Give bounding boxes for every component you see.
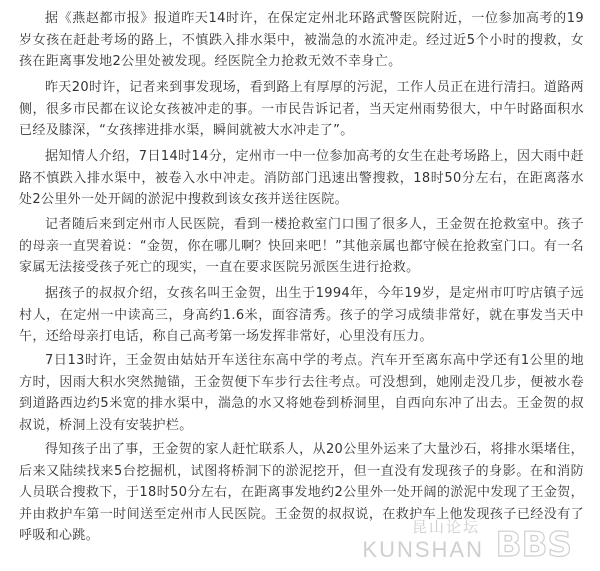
article-paragraph: 据孩子的叔叔介绍，女孩名叫王金贺，出生于1994年，今年19岁，是定州市叮咛店镇子远村人，在定州一中读高三，身高约1.6米，面容清秀。孩子的学习成绩非常好，就在事发当天中午，还给母亲打电话，称自己高考第一场发挥非常好，心里没有压力。 xyxy=(19,286,584,344)
article-paragraph: 据《燕赵都市报》报道昨天14时许，在保定定州北环路武警医院附近，一位参加高考的19岁女孩在赶赴考场的路上，不慎跌入排水渠中，被湍急的水流冲走。经过近5个小时的搜救，女孩在距离事发地2公里处被发现。经医院全力抢救无效不幸身亡。 xyxy=(19,11,584,69)
watermark-cn-text: 昆山论坛 xyxy=(411,518,480,536)
watermark-bbs-logo: BBS xyxy=(495,525,572,565)
article-paragraph: 得知孩子出了事，王金贺的家人赶忙联系人，从20公里外运来了大量沙石，将排水渠堵住，后来又陆续找来5台挖掘机，试图将桥洞下的淤泥挖开，但一直没有发现孩子的身影。在和消防人员联合搜救下，于18时50分左右，在距离事发地约2公里外一处开阔的淤泥中发现了王金贺，并由救护车第一时间送至定州市人民医院。王金贺的叔叔说，在救护车上他发现孩子已经没有了呼吸和心跳。 xyxy=(19,442,584,543)
article-paragraph: 昨天20时许，记者来到事发现场，看到路上有厚厚的污泥，工作人员正在进行清扫。道路两侧，很多市民都在议论女孩被冲走的事。一市民告诉记者，当天定州雨势很大，中午时路面积水已经及膝深，“女孩摔进排水渠，瞬间就被大水冲走了”。 xyxy=(19,80,584,138)
article-paragraph: 7日13时许，王金贺由姑姑开车送往东高中学的考点。汽车开至离东高中学还有1公里的地方时，因雨大积水突然抛锚，王金贺便下车步行去往考点。可没想到，她刚走没几步，便被水卷到道路西边约5米宽的排水渠中，湍急的水又将她卷到桥洞里，自西向东冲了出去。王金贺的叔叔说，桥洞上没有安装护栏。 xyxy=(19,353,584,433)
article-paragraph: 记者随后来到定州市人民医院，看到一楼抢救室门口围了很多人，王金贺在抢救室中。孩子的母亲一直哭着说：“金贺，你在哪儿啊？快回来吧！”其他亲属也都守候在抢救室门口。有一名家属无法接受孩子死亡的现实，一直在要求医院另派医生进行抢救。 xyxy=(19,217,584,275)
watermark-en-text: KUNSHAN xyxy=(362,537,484,562)
article-paragraph: 据知情人介绍，7日14时14分，定州市一中一位参加高考的女生在赴考场路上，因大雨中赶路不慎跌入排水渠中，被卷入水中冲走。消防部门迅速出警搜救，18时50分左右，在距离落水处2公里外一处开阔的淤泥中搜救到该女孩并送往医院。 xyxy=(19,149,584,207)
